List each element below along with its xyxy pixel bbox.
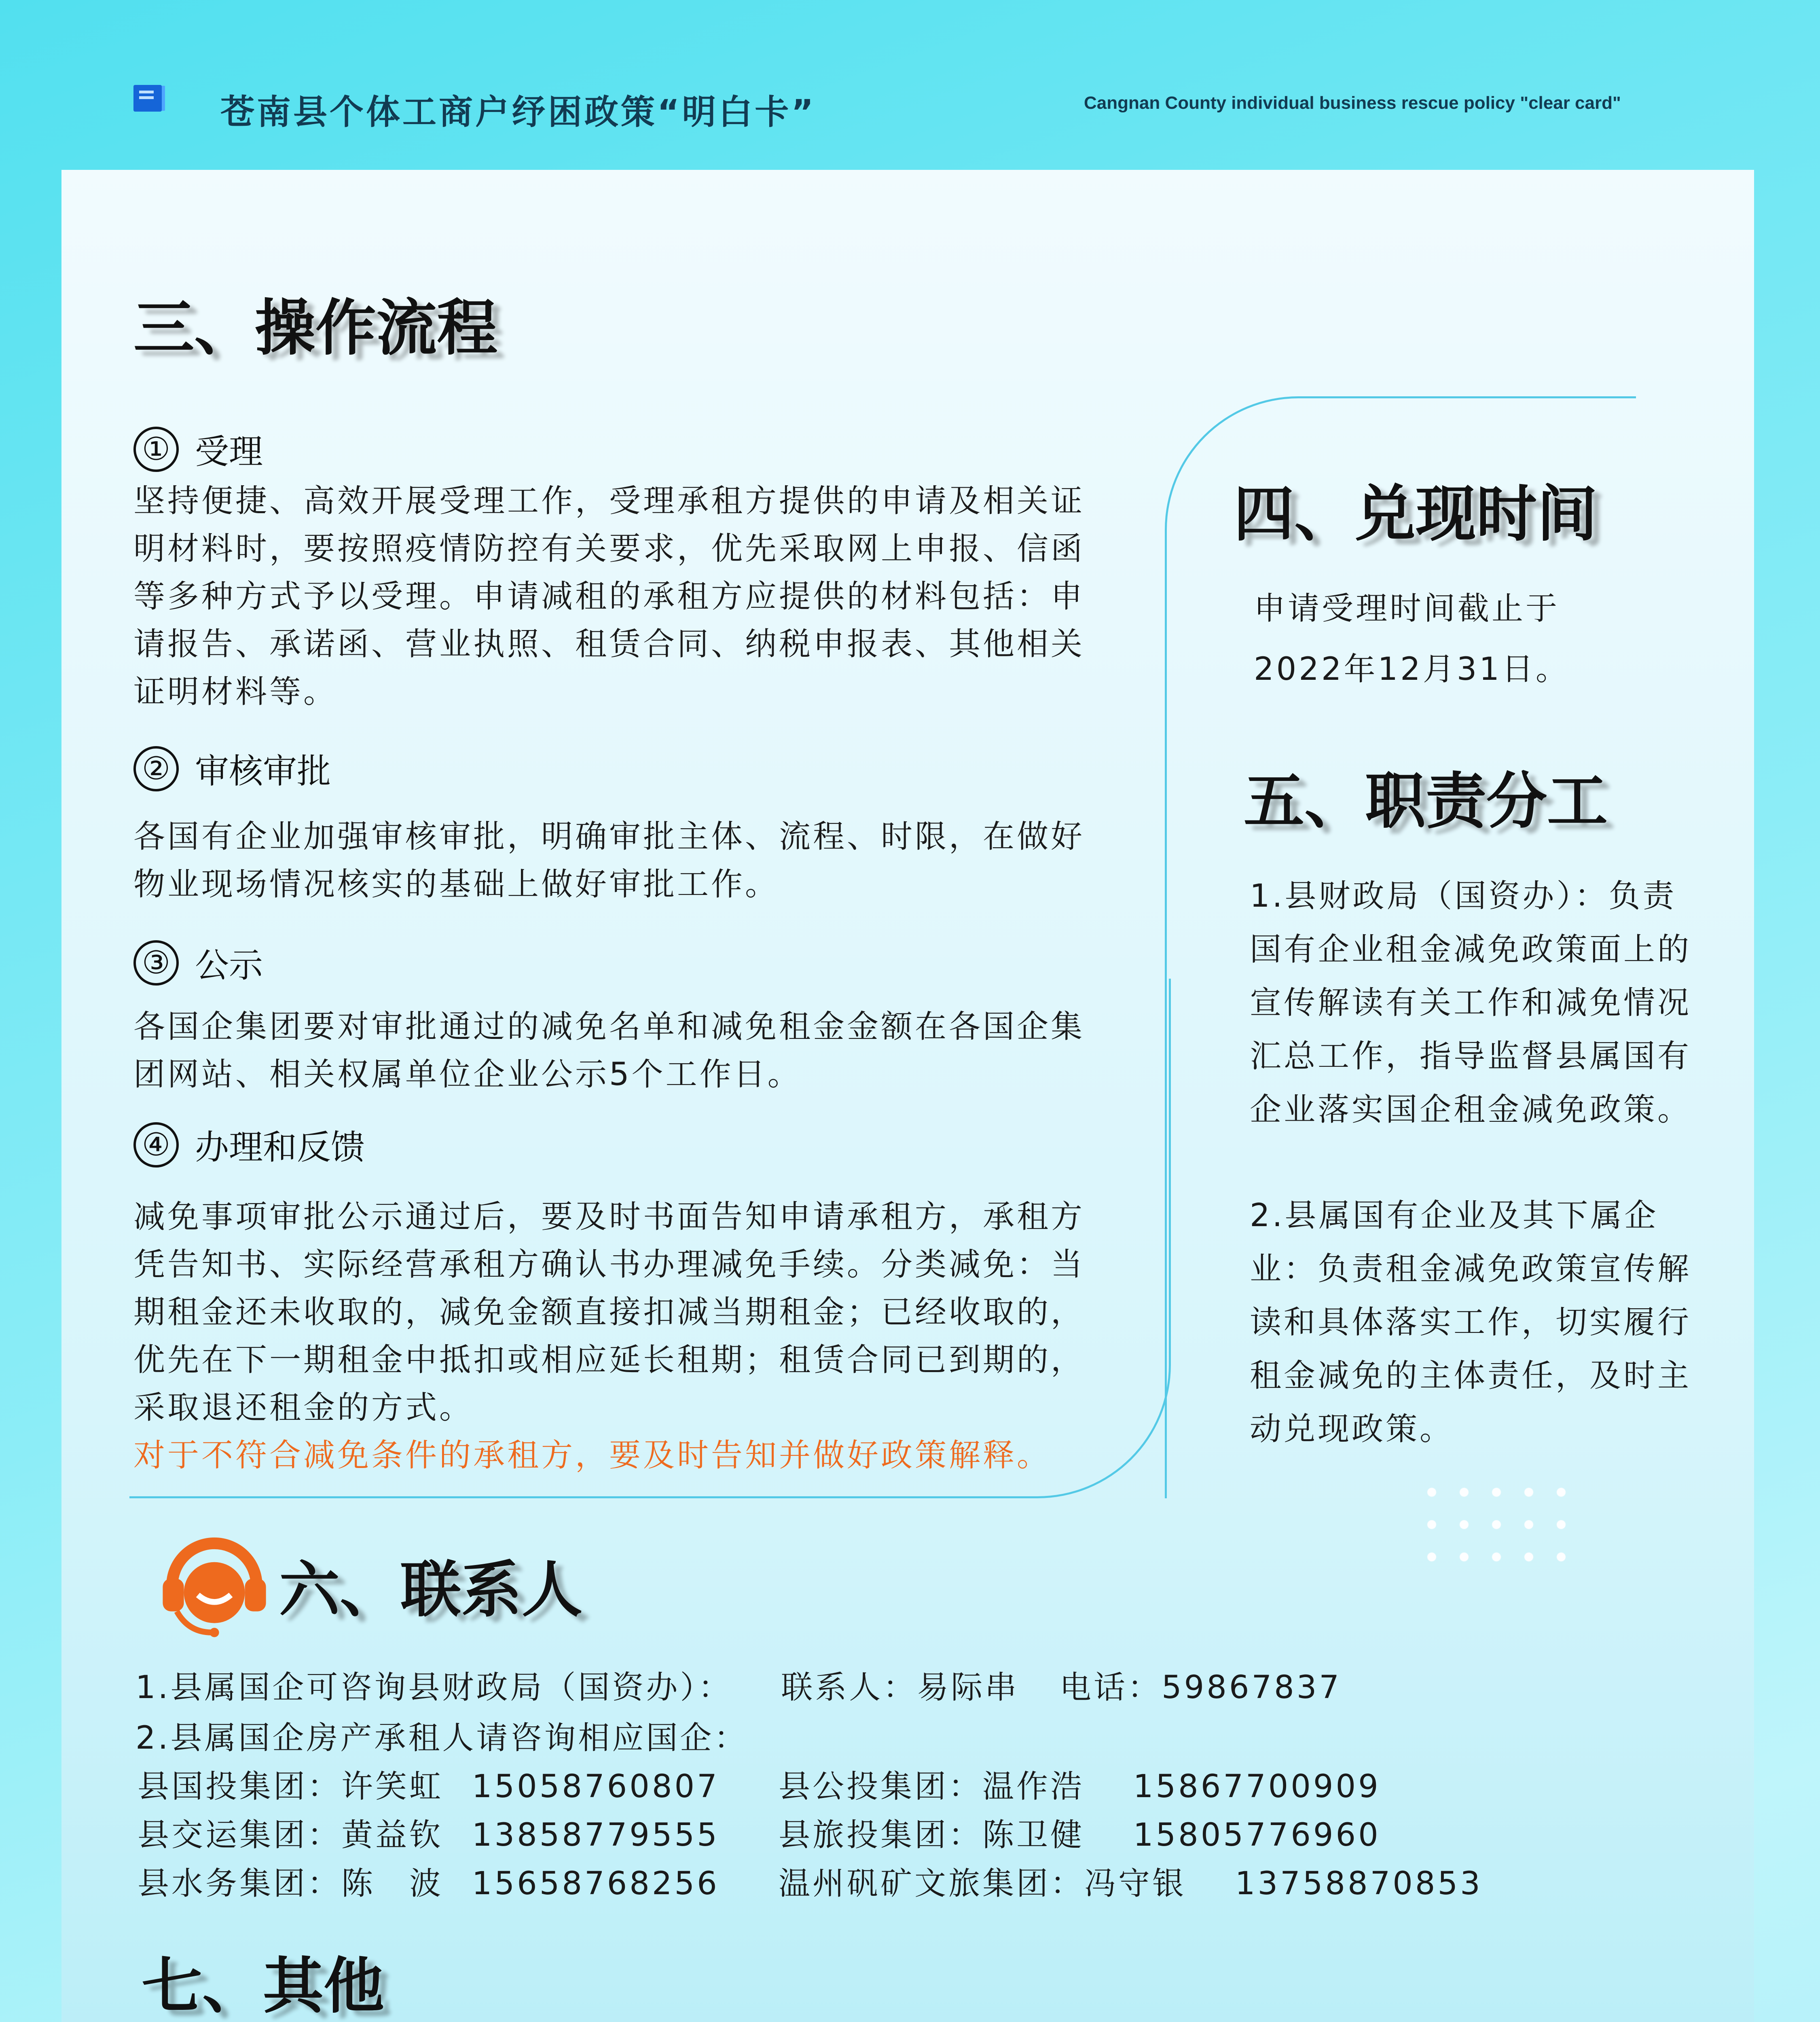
contact-line-1 [135,1662,1342,1707]
step1-label: 受理 [195,432,263,472]
step1-title [133,425,263,474]
contact-number: 13758870853 [1235,1865,1483,1902]
header-title-en: Cangnan County individual business rescue policy "clear card" [1084,93,1621,113]
section3-heading: 三、操作流程 [133,293,498,364]
contact-number: 15058760807 [472,1768,720,1805]
book-icon [133,85,162,112]
contact-row [138,1761,720,1806]
contact-person: 联系人：易际串 [781,1669,1019,1706]
contact-row [138,1858,720,1904]
contact-name: 温作浩 [982,1768,1085,1805]
contact-row [779,1761,1381,1806]
contact-group: 县旅投集团： [779,1817,983,1853]
contact-row [779,1858,1483,1904]
headset-icon [156,1525,273,1642]
section7-heading: 七、其他 [142,1951,385,2022]
contact-name: 冯守银 [1084,1865,1187,1902]
step4-title [133,1120,365,1169]
step3-label: 公示 [195,945,263,985]
contact-group: 县交运集团： [138,1817,342,1853]
section5-item-1: 1.县财政局（国资办）：负责国有企业租金减免政策面上的宣传解读有关工作和减免情况汇总工作，指导监督县属国有企业落实国企租金减免政策。 [1250,878,1692,1128]
step2-label: 审核审批 [195,751,331,791]
decorative-dots [1416,1476,1577,1573]
contact-group: 县水务集团： [138,1865,342,1902]
contact-line-2: 2.县属国企房产承租人请咨询相应国企： [135,1720,748,1756]
step2-text: 各国有企业加强审核审批，明确审批主体、流程、时限，在做好物业现场情况核实的基础上做好审批工作。 [133,819,1085,903]
contact-number: 15805776960 [1133,1817,1381,1853]
contact-phone: 电话：59867837 [1060,1669,1342,1706]
step1-text: 坚持便捷、高效开展受理工作，受理承租方提供的申请及相关证明材料时，要按照疫情防控有关要求，优先采取网上申报、信函等多种方式予以受理。申请减租的承租方应提供的材料包括：申请报告、承诺函、营业执照、租赁合同、纳税申报表、其他相关证明材料等。 [133,483,1085,710]
step4-note: 对于不符合减免条件的承租方，要及时告知并做好政策解释。 [133,1437,1051,1474]
contact-number: 13858779555 [472,1817,720,1853]
contact-row [138,1810,720,1855]
step4-text [133,1193,1104,1479]
step2-number: ② [133,746,179,791]
contact-name: 陈 波 [341,1865,444,1902]
contact-number: 15658768256 [472,1865,720,1902]
page-header [0,40,1820,162]
section6-heading: 六、联系人 [279,1555,583,1625]
step2-title [133,744,331,793]
contact-name: 许笑虹 [341,1768,444,1805]
step3-text: 各国企集团要对审批通过的减免名单和减免租金金额在各国企集团网站、相关权属单位企业公示5个工作日。 [133,1009,1085,1093]
step3-number: ③ [133,940,179,986]
contact-group: 温州矾矿文旅集团： [779,1865,1085,1902]
step3-title [133,938,263,987]
header-title-cn: 苍南县个体工商户纾困政策“明白卡” [220,92,816,132]
step4-body: 减免事项审批公示通过后，要及时书面告知申请承租方，承租方凭告知书、实际经营承租方确认书办理减免手续。分类减免：当期租金还未收取的，减免金额直接扣减当期租金；已经收取的，优先在下一期租金中抵扣或相应延长租期；租赁合同已到期的，采取退还租金的方式。 [133,1199,1085,1426]
contact-group: 县公投集团： [779,1768,983,1805]
section5-item-2: 2.县属国有企业及其下属企业：负责租金减免政策宣传解读和具体落实工作，切实履行租金减免的主体责任，及时主动兑现政策。 [1250,1197,1692,1447]
step4-label: 办理和反馈 [195,1127,365,1167]
contact-name: 黄益钦 [341,1817,444,1853]
contact-row [779,1810,1381,1855]
contact-line-1-label: 1.县属国企可咨询县财政局（国资办）： [135,1669,732,1706]
section4-heading: 四、兑现时间 [1234,479,1598,550]
section4-text: 申请受理时间截止于2022年12月31日。 [1254,590,1570,687]
step4-number: ④ [133,1122,179,1168]
section5-heading: 五、职责分工 [1244,766,1608,837]
step1-number: ① [133,427,179,472]
contact-name: 陈卫健 [982,1817,1085,1853]
contact-number: 15867700909 [1133,1768,1381,1805]
contact-group: 县国投集团： [138,1768,342,1805]
